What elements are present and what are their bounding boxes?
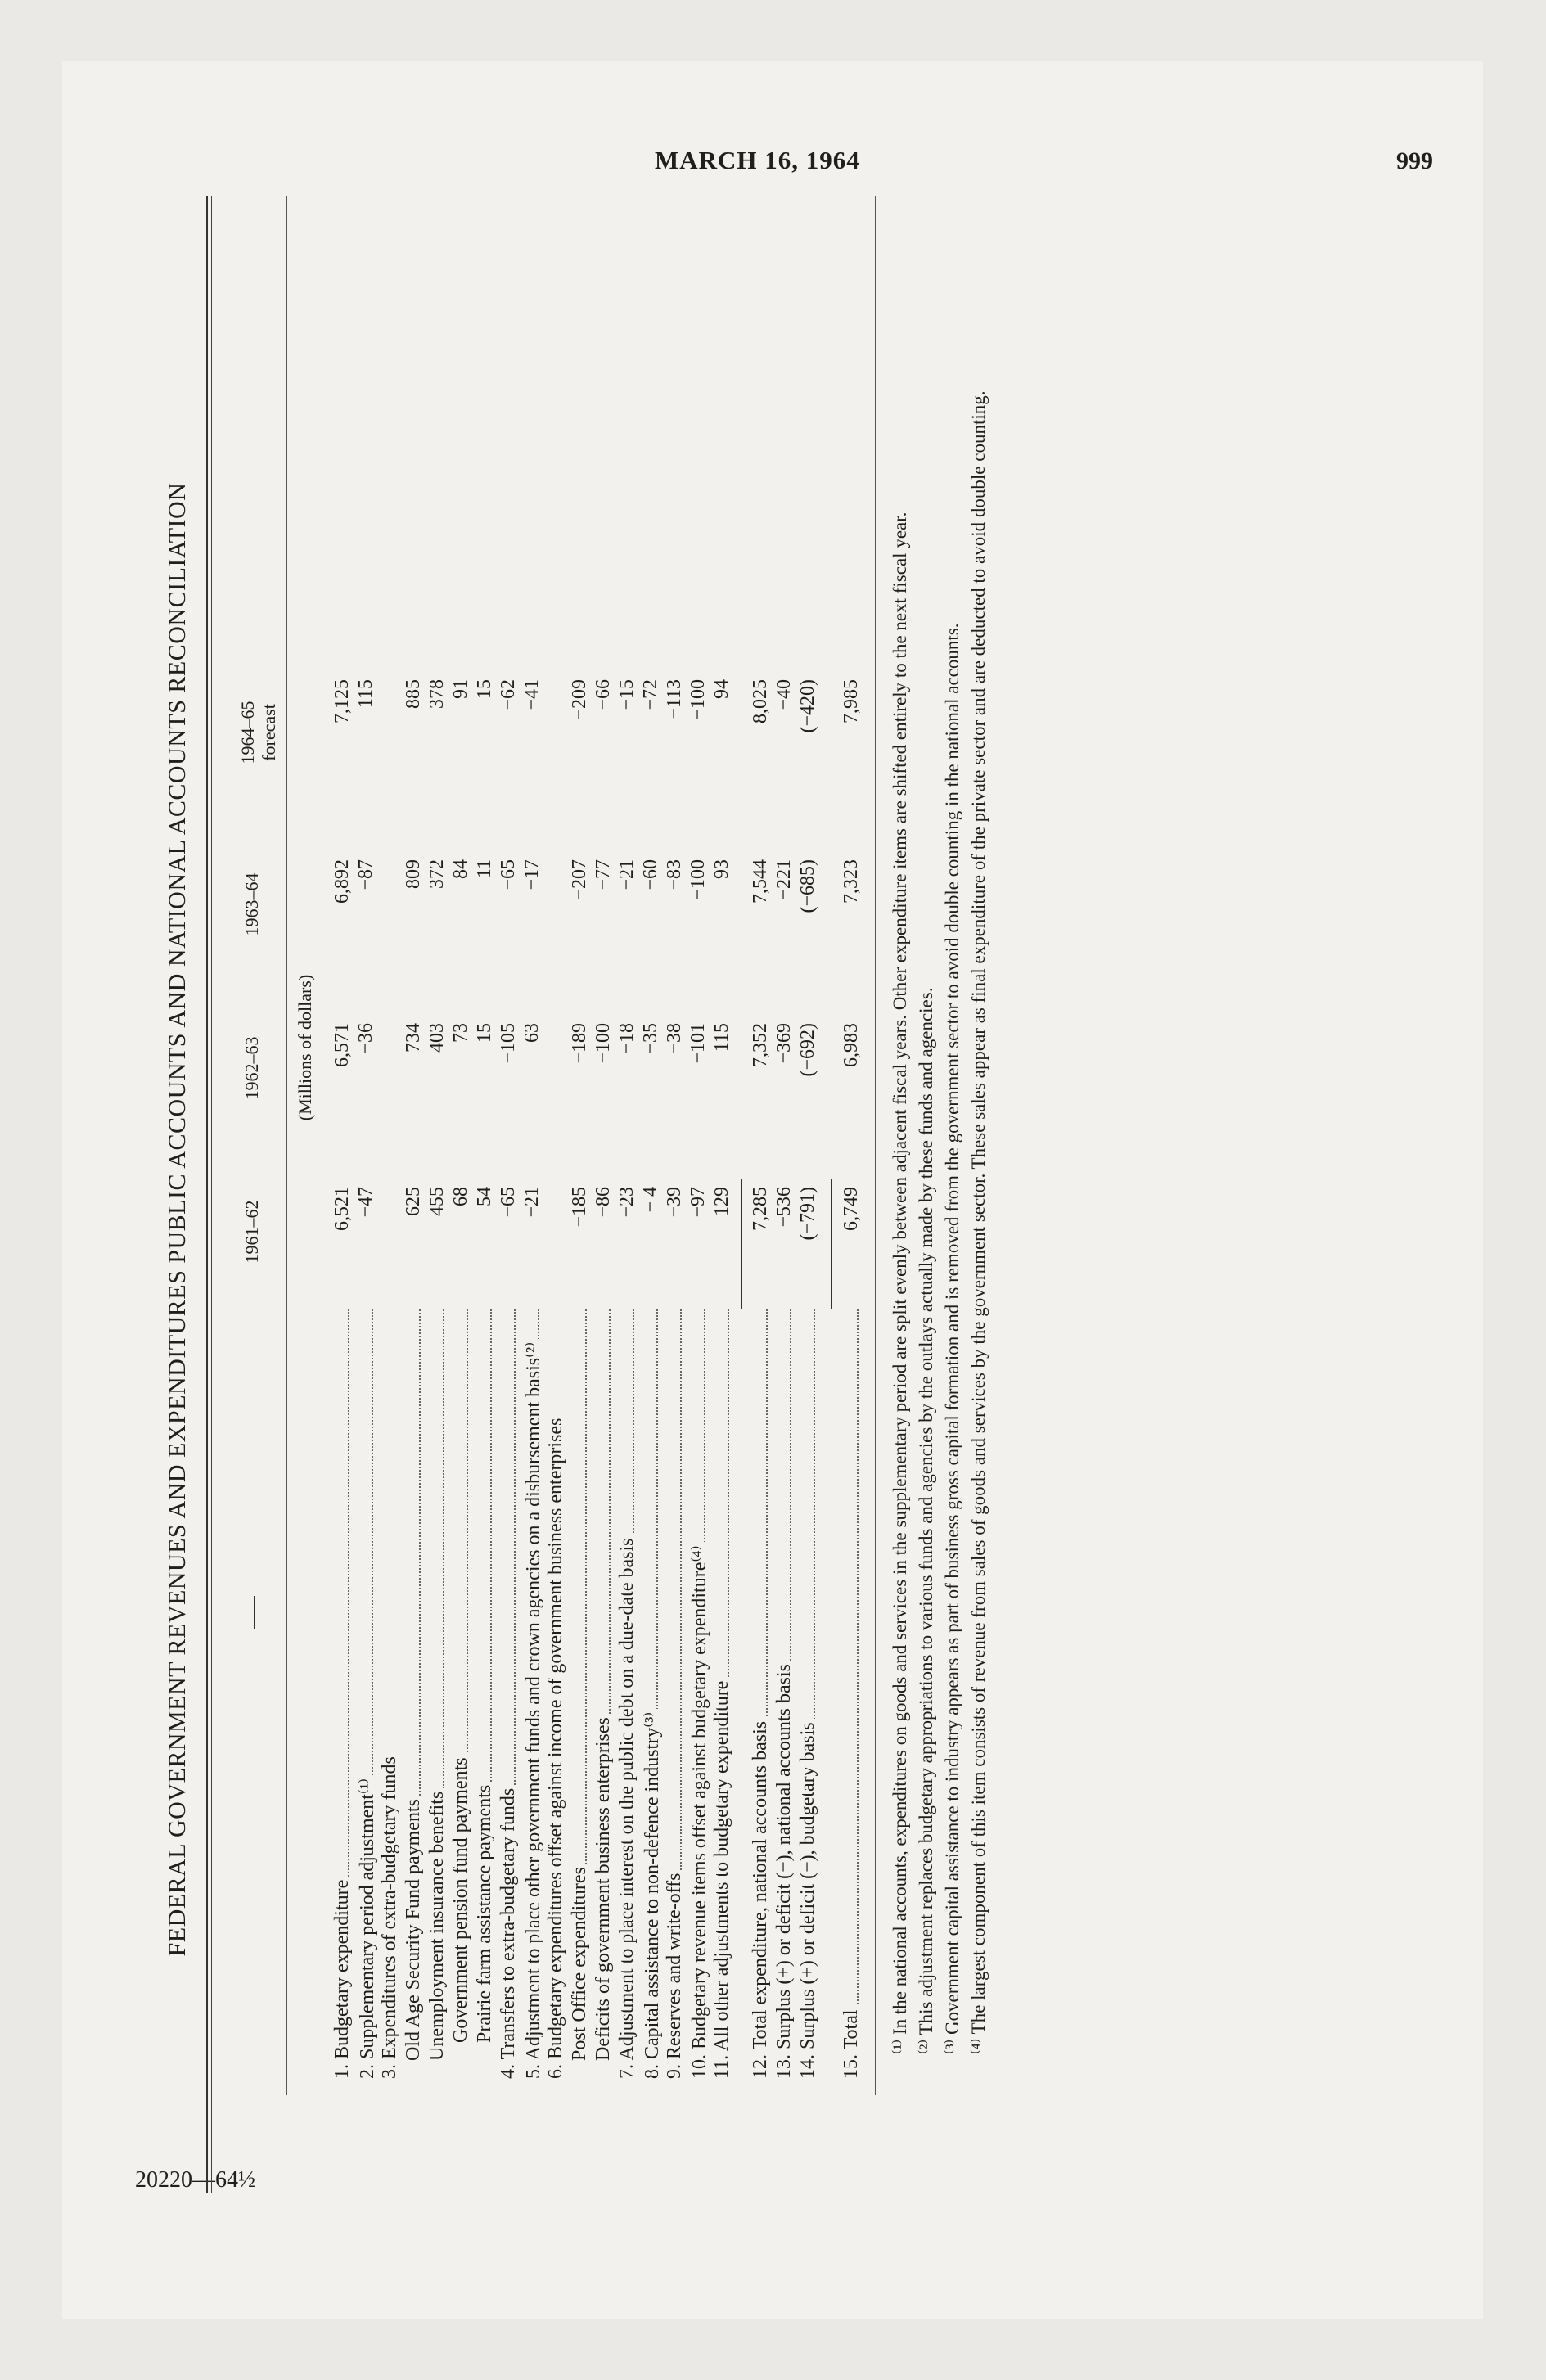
row-value: −536 — [773, 1187, 795, 1228]
row-value: −100 — [687, 679, 709, 720]
row-value: −23 — [616, 1187, 638, 1218]
row-value: −40 — [773, 679, 795, 710]
row-value: (−692) — [797, 1023, 818, 1077]
row-value: 84 — [450, 859, 471, 879]
row-label: 4. Transfers to extra-budgetary funds — [498, 1785, 520, 2079]
row-value: 7,352 — [750, 1023, 771, 1067]
row-value: 7,985 — [841, 679, 862, 723]
row-value: (−685) — [797, 859, 818, 913]
row-label: 10. Budgetary revenue items offset against budgetary expenditure⁽⁴⁾ — [687, 1542, 711, 2079]
table-frame — [164, 147, 1440, 2193]
row-value: −100 — [687, 859, 709, 900]
row-value: −18 — [616, 1023, 638, 1054]
row-label: 15. Total — [841, 2006, 863, 2079]
row-label: 2. Supplementary period adjustment⁽¹⁾ — [355, 1775, 379, 2079]
row-value: −221 — [773, 859, 795, 900]
row-value: 734 — [403, 1023, 424, 1053]
row-label: 3. Expenditures of extra-budgetary funds — [379, 1756, 400, 2079]
row-value: −105 — [498, 1023, 519, 1064]
dot-leader — [857, 1309, 859, 2079]
column-header: 1964–65 forecast — [237, 701, 280, 764]
row-label: 9. Reserves and write-offs — [664, 1870, 686, 2079]
row-value: −21 — [521, 1187, 543, 1218]
header-rule — [286, 196, 287, 2095]
row-value: −35 — [640, 1023, 661, 1054]
row-label: 14. Surplus (+) or deficit (−), budgetary basis — [797, 1719, 819, 2079]
row-label: 6. Budgetary expenditures offset against income of government business enterprises — [545, 1418, 566, 2079]
row-value: −36 — [355, 1023, 376, 1054]
row-value: −41 — [521, 679, 543, 710]
row-value: −62 — [498, 679, 519, 710]
row-value: 11 — [474, 859, 495, 879]
row-value: −86 — [593, 1187, 614, 1218]
row-value: 378 — [426, 679, 448, 709]
header-dash — [254, 1596, 255, 1629]
row-value: 809 — [403, 859, 424, 889]
row-value: 73 — [450, 1023, 471, 1043]
row-value: 115 — [355, 679, 376, 709]
row-value: −47 — [355, 1187, 376, 1218]
row-value: 6,892 — [331, 859, 353, 904]
row-label: Old Age Security Fund payments — [403, 1796, 425, 2061]
row-value: 7,125 — [331, 679, 353, 723]
row-value: −97 — [687, 1187, 709, 1218]
row-value: −17 — [521, 859, 543, 890]
unit-label: (Millions of dollars) — [295, 974, 315, 1121]
row-value: −207 — [569, 859, 590, 900]
footnote: ⁽⁴⁾ The largest component of this item consists of revenue from sales of goods and services by the government sector. These sales appear as final expenditure of the private sector and are deducted to avoid double counting. — [967, 390, 989, 2054]
row-label: 12. Total expenditure, national accounts basis — [750, 1718, 772, 2079]
row-label: 13. Surplus (+) or deficit (−), national accounts basis — [773, 1661, 796, 2079]
row-label: 8. Capital assistance to non-defence industry⁽³⁾ — [640, 1709, 664, 2079]
row-value: −100 — [593, 1023, 614, 1064]
row-value: − 4 — [640, 1187, 661, 1213]
row-value: 94 — [711, 679, 732, 699]
row-value: −65 — [498, 859, 519, 890]
row-value: −72 — [640, 679, 661, 710]
row-value: 8,025 — [750, 679, 771, 723]
row-label: Post Office expenditures — [569, 1864, 591, 2061]
row-value: −101 — [687, 1023, 709, 1064]
row-value: −77 — [593, 859, 614, 890]
footnote: ⁽¹⁾ In the national accounts, expenditures on goods and services in the supplementary period are split evenly between adjacent fiscal years. Other expenditure items are shifted entirely to the next fiscal year. — [890, 512, 910, 2054]
row-value: 129 — [711, 1187, 732, 1216]
row-value: −87 — [355, 859, 376, 890]
row-value: −66 — [593, 679, 614, 710]
document-code: 20220—64½ — [135, 2167, 255, 2193]
column-header: 1962–63 — [241, 1036, 262, 1100]
row-label: Unemployment insurance benefits — [426, 1788, 448, 2061]
row-value: −369 — [773, 1023, 795, 1064]
row-value: 115 — [711, 1023, 732, 1053]
row-value: −21 — [616, 859, 638, 890]
row-value: −185 — [569, 1187, 590, 1228]
row-label: 1. Budgetary expenditure — [331, 1877, 354, 2079]
row-value: −65 — [498, 1187, 519, 1218]
row-value: 91 — [450, 679, 471, 699]
row-value: (−420) — [797, 679, 818, 733]
row-value: 6,521 — [331, 1187, 353, 1231]
row-value: 6,983 — [841, 1023, 862, 1067]
sum-rule — [831, 1179, 832, 1309]
row-value: −209 — [569, 679, 590, 720]
row-value: −189 — [569, 1023, 590, 1064]
column-header: 1961–62 — [241, 1200, 262, 1264]
table-title: FEDERAL GOVERNMENT REVENUES AND EXPENDITURES PUBLIC ACCOUNTS AND NATIONAL ACCOUNTS RECONCILIATION — [164, 482, 191, 1957]
page-number: 999 — [1396, 147, 1433, 174]
footnote: ⁽³⁾ Government capital assistance to industry appears as part of business gross capital formation and is removed from the government sector to avoid double counting in the national accounts. — [941, 623, 962, 2054]
column-header: 1963–64 — [241, 872, 262, 936]
row-value: −38 — [664, 1023, 685, 1054]
row-value: 6,571 — [331, 1023, 353, 1067]
row-label: Government pension fund payments — [450, 1754, 472, 2043]
sum-rule — [741, 1179, 742, 1309]
title-rule-thin — [211, 196, 212, 2193]
row-value: 885 — [403, 679, 424, 709]
row-label: 11. All other adjustments to budgetary expenditure — [711, 1678, 733, 2079]
title-rule — [206, 196, 208, 2193]
footnote: ⁽²⁾ This adjustment replaces budgetary appropriations to various funds and agencies by the outlays actually made by these funds and agencies. — [915, 987, 936, 2054]
row-value: 6,749 — [841, 1187, 862, 1231]
row-value: −113 — [664, 679, 685, 719]
row-value: −60 — [640, 859, 661, 890]
row-value: −39 — [664, 1187, 685, 1218]
row-value: 15 — [474, 1023, 495, 1043]
row-value: 7,544 — [750, 859, 771, 904]
row-value: (−791) — [797, 1187, 818, 1241]
row-value: 93 — [711, 859, 732, 879]
row-value: −83 — [664, 859, 685, 890]
table-bottom-rule — [875, 196, 876, 2095]
row-value: 625 — [403, 1187, 424, 1216]
row-value: 403 — [426, 1023, 448, 1053]
row-label: 5. Adjustment to place other government funds and crown agencies on a disbursement basis⁽²⁾ — [521, 1339, 545, 2079]
row-value: 7,285 — [750, 1187, 771, 1231]
row-value: 63 — [521, 1023, 543, 1043]
footnotes — [888, 205, 993, 2079]
row-value: 54 — [474, 1187, 495, 1206]
row-label: Prairie farm assistance payments — [474, 1782, 496, 2043]
header-date: MARCH 16, 1964 — [655, 146, 860, 174]
row-value: 68 — [450, 1187, 471, 1206]
row-value: 7,323 — [841, 859, 862, 904]
row-value: 372 — [426, 859, 448, 889]
row-value: 455 — [426, 1187, 448, 1216]
row-label: 7. Adjustment to place interest on the public debt on a due-date basis — [616, 1535, 638, 2079]
row-value: 15 — [474, 679, 495, 699]
row-value: −15 — [616, 679, 638, 710]
row-label: Deficits of government business enterprises — [593, 1714, 615, 2061]
